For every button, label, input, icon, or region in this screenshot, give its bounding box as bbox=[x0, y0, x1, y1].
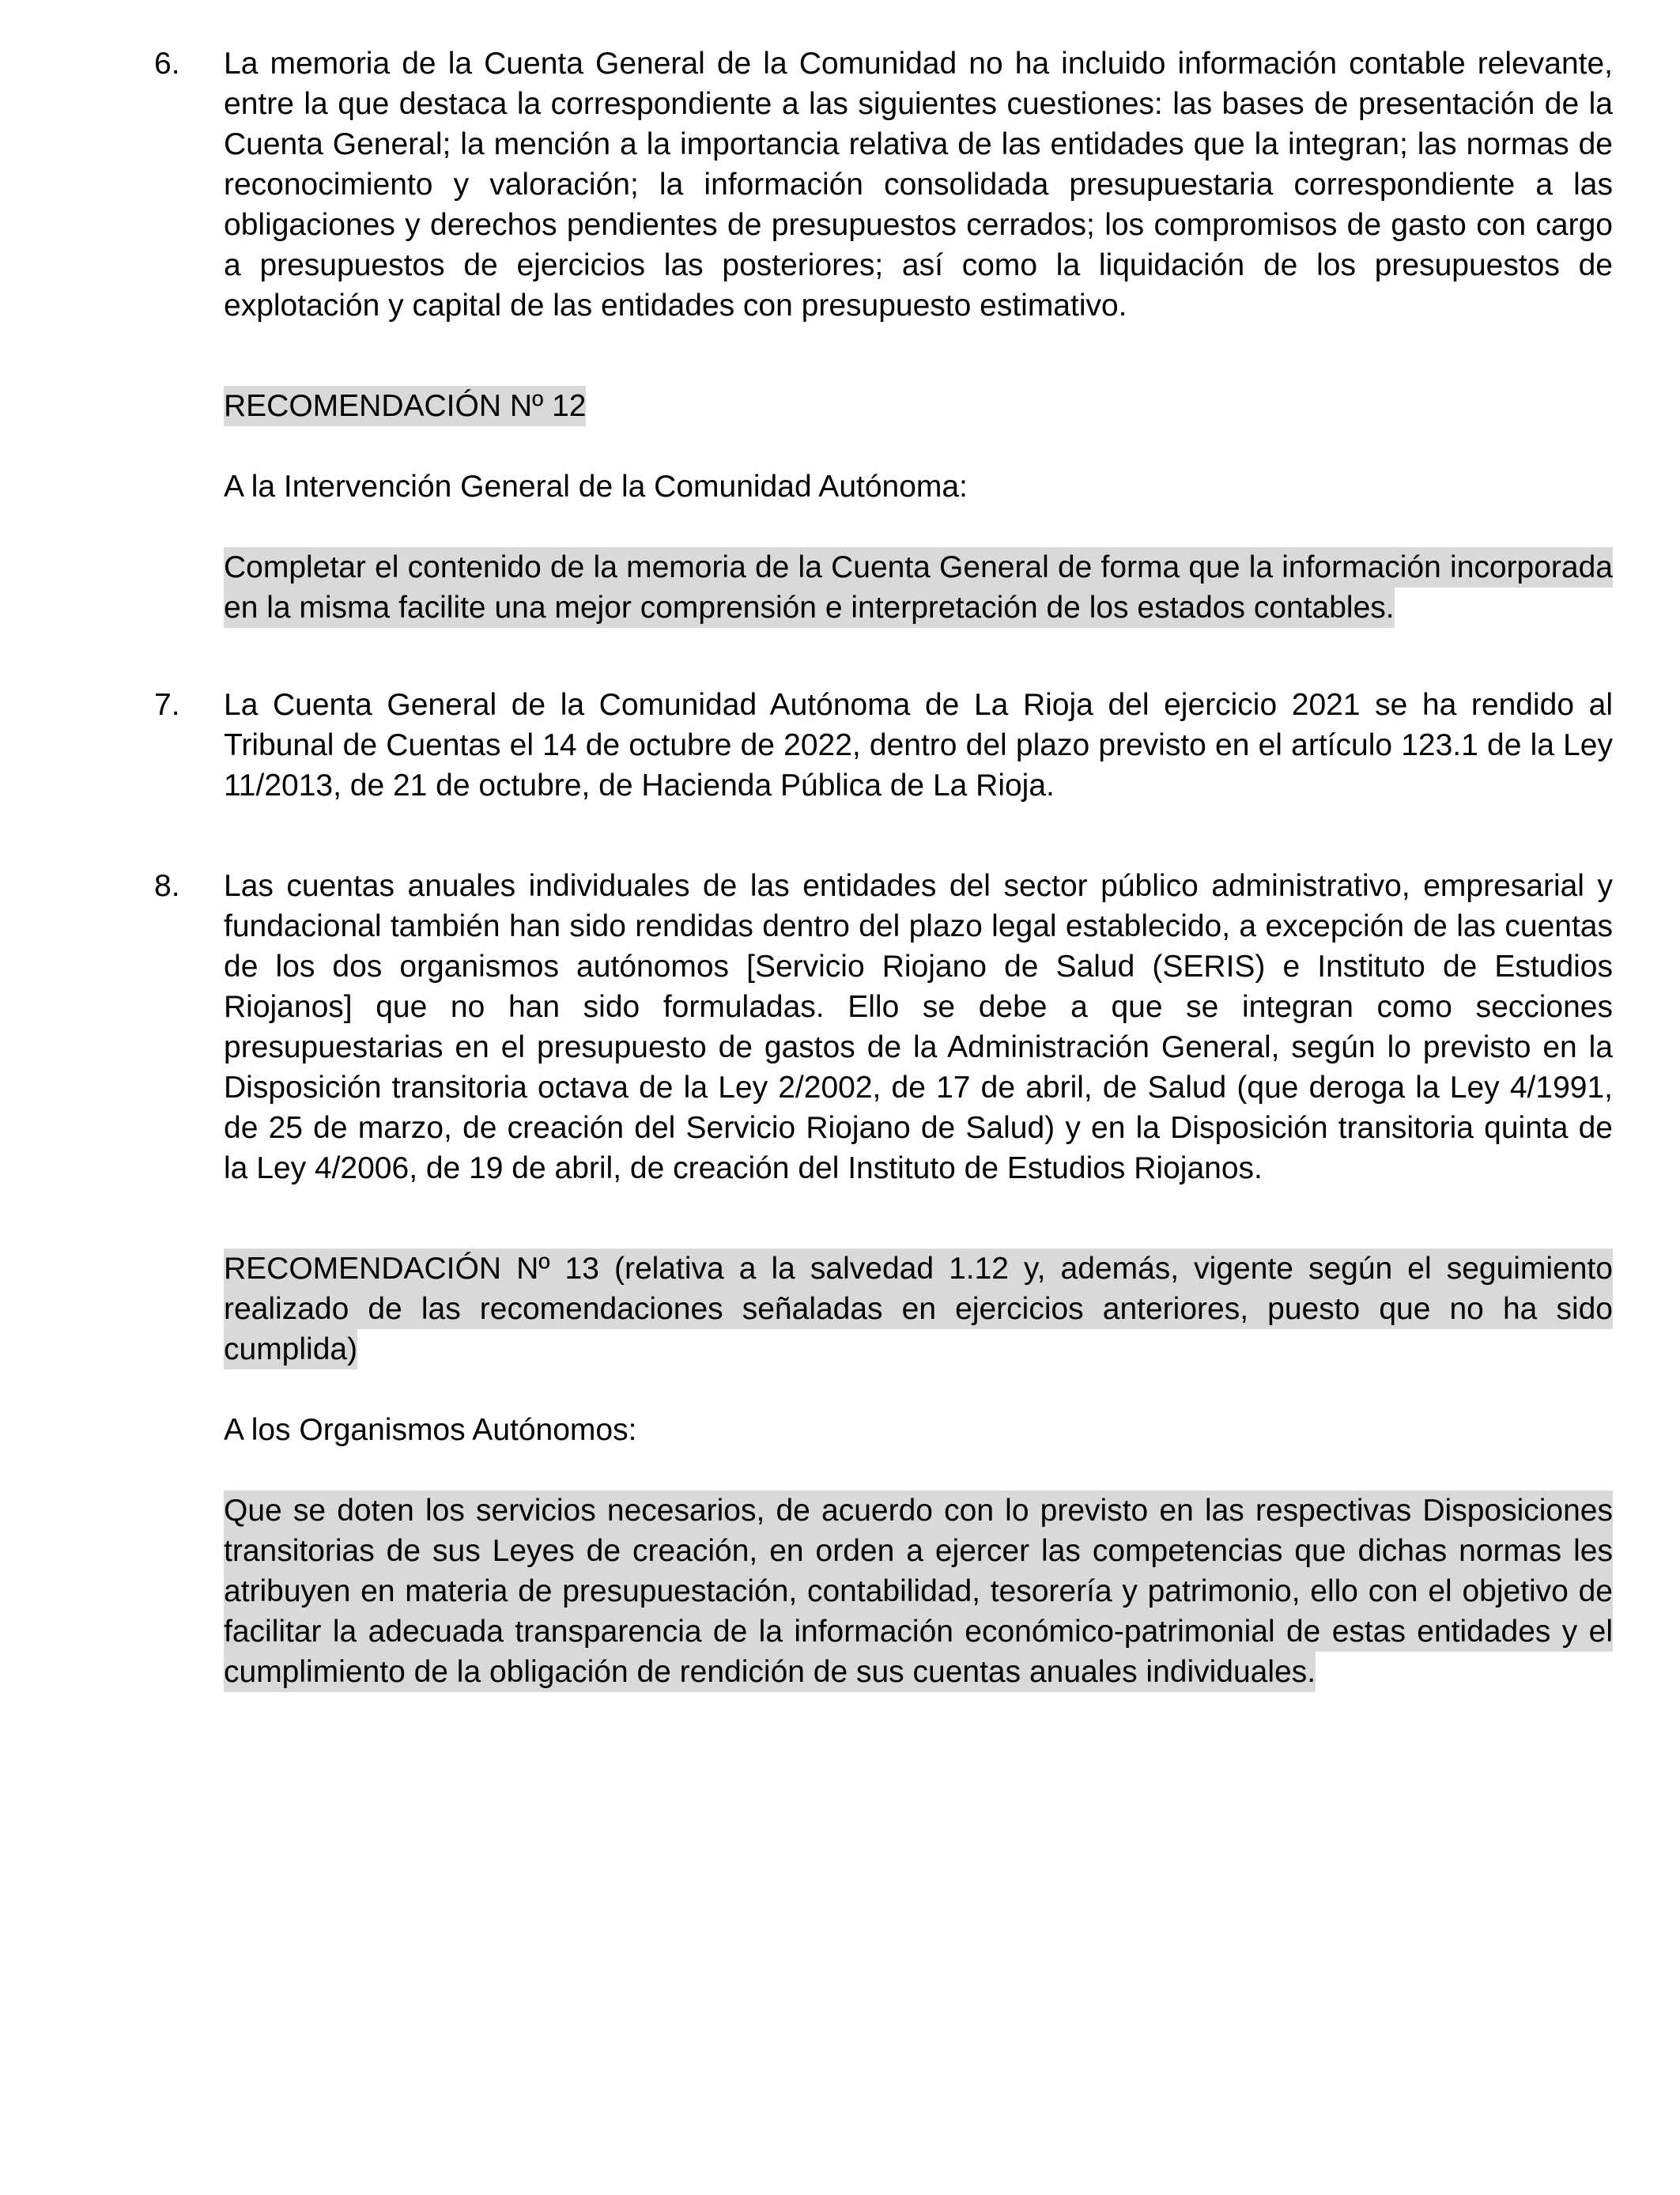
recommendation-title bbox=[224, 386, 1613, 426]
recommendation-body-text: Que se doten los servicios necesarios, de acuerdo con lo previsto en las respectivas Disposiciones transitorias de sus Leyes de creación, en orden a ejercer las competencias que dichas normas les atribuyen en materia de presupuestación, contabilidad, tesorería y patrimonio, ello con el objetivo de facilitar la adecuada transparencia de la información económico-patrimonial de estas entidades y el cumplimiento de la obligación de rendición de sus cuentas anuales individuales. bbox=[224, 1490, 1613, 1692]
recommendation-13-block bbox=[224, 1249, 1613, 1692]
list-item-7 bbox=[154, 685, 1613, 806]
recommendation-body bbox=[224, 1490, 1613, 1692]
recommendation-title-text: RECOMENDACIÓN Nº 13 (relativa a la salvedad 1.12 y, además, vigente según el seguimiento realizado de las recomendaciones señaladas en ejercicios anteriores, puesto que no ha sido cumplida) bbox=[224, 1249, 1613, 1370]
recommendation-12-block bbox=[224, 386, 1613, 628]
list-item-8 bbox=[154, 866, 1613, 1188]
item-number: 6. bbox=[154, 47, 180, 81]
recommendation-title-text: RECOMENDACIÓN Nº 12 bbox=[224, 386, 586, 426]
recommendation-addressee: A la Intervención General de la Comunidad Autónoma: bbox=[224, 470, 968, 504]
item-text: Las cuentas anuales individuales de las entidades del sector público administrativo, empresarial y fundacional también han sido rendidas dentro del plazo legal establecido, a excepción de las cuentas de los dos organismos autónomos [Servicio Riojano de Salud (SERIS) e Instituto de Estudios Riojanos] que no han sido formuladas. Ello se debe a que se integran como secciones presupuestarias en el presupuesto de gastos de la Administración General, según lo previsto en la Disposición transitoria octava de la Ley 2/2002, de 17 de abril, de Salud (que deroga la Ley 4/1991, de 25 de marzo, de creación del Servicio Riojano de Salud) y en la Disposición transitoria quinta de la Ley 4/2006, de 19 de abril, de creación del Instituto de Estudios Riojanos. bbox=[224, 869, 1613, 1185]
item-number: 8. bbox=[154, 869, 180, 903]
item-number: 7. bbox=[154, 688, 180, 722]
recommendation-addressee: A los Organismos Autónomos: bbox=[224, 1413, 637, 1447]
list-item-6 bbox=[154, 43, 1613, 326]
recommendation-title bbox=[224, 1249, 1613, 1370]
item-text: La Cuenta General de la Comunidad Autónoma de La Rioja del ejercicio 2021 se ha rendido al Tribunal de Cuentas el 14 de octubre de 2022, dentro del plazo previsto en el artículo 123.1 de la Ley 11/2013, de 21 de octubre, de Hacienda Pública de La Rioja. bbox=[224, 688, 1613, 803]
item-text: La memoria de la Cuenta General de la Comunidad no ha incluido información contable relevante, entre la que destaca la correspondiente a las siguientes cuestiones: las bases de presentación de la Cuenta General; la mención a la importancia relativa de las entidades que la integran; las normas de reconocimiento y valoración; la información consolidada presupuestaria correspondiente a las obligaciones y derechos pendientes de presupuestos cerrados; los compromisos de gasto con cargo a presupuestos de ejercicios las posteriores; así como la liquidación de los presupuestos de explotación y capital de las entidades con presupuesto estimativo. bbox=[224, 47, 1613, 323]
recommendation-body-text: Completar el contenido de la memoria de la Cuenta General de forma que la información incorporada en la misma facilite una mejor comprensión e interpretación de los estados contables. bbox=[224, 547, 1613, 628]
recommendation-body bbox=[224, 547, 1613, 628]
